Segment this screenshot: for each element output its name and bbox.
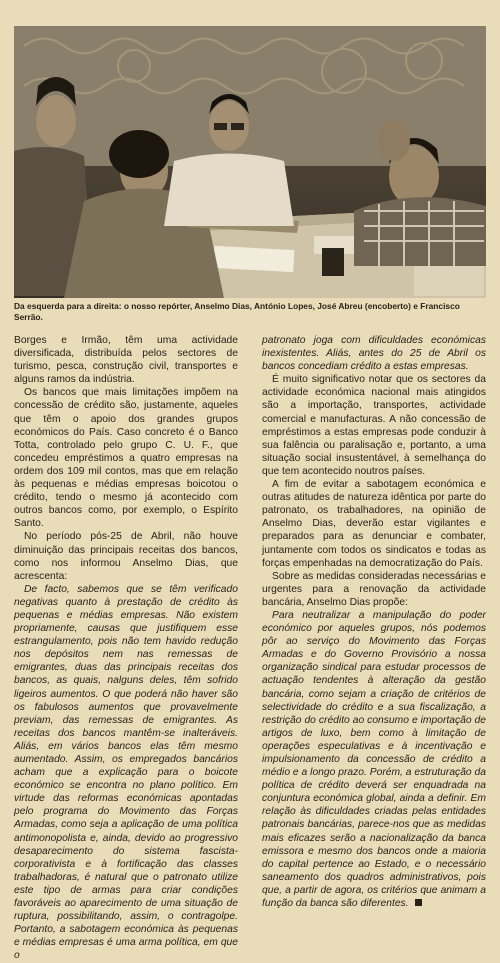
end-of-article-mark (415, 899, 422, 906)
paragraph: A fim de evitar a sabotagem económica e outras atitudes de natureza idêntica por parte do patronato, os trabalhadores, na opinião de Anselmo Dias, deverão estar vigilantes e preparados para as denunciar e combater, juntamente com todos os sindicatos e todas as forças empenhadas na democratização do País. (262, 479, 486, 569)
article-column-right (262, 334, 486, 910)
article-column-left (14, 334, 238, 963)
photograph-of-five-men-at-table-icon (14, 26, 486, 298)
photo-caption: Da esquerda para a direita: o nosso repórter, Anselmo Dias, António Lopes, José Abreu (encoberto) e Francisco Serrão. (14, 301, 460, 322)
photograph (14, 26, 486, 298)
paragraph: Borges e Irmão, têm uma actividade diversificada, distribuída pelos sectores de turismo, pesca, construção civil, transportes e alguns ramos da indústria. (14, 335, 238, 386)
paragraph: Os bancos que mais limitações impõem na concessão de crédito são, justamente, aqueles que têm o apoio dos grandes grupos económicos do País. Caso concreto é o Banco Totta, controlado pelo grupo C. U. F., que concedeu empréstimos a quatro empresas na ordem dos 109 mil contos, mas que em relação às pequenas e médias empresas boicotou o crédito, tendo o mesmo já acontecido com outros bancos como, por exemplo, o Espírito Santo. (14, 387, 238, 530)
quote-paragraph (262, 609, 486, 910)
quote-text: Para neutralizar a manipulação do poder económico por aqueles grupos, nós podemos pôr ao serviço do Movimento das Forças Armadas e do Governo Provisório a nossa organização sindical para estudar processos de actuação tendentes à alteração da gestão bancária, como sejam a criação de critérios de selectividade do crédito e a sua fiscalização, a restrição do crédito ao consumo e importação de artigos de luxo, bem como à limitação de operações especulativas e à incentivação e impulsionamento da concessão de crédito a médio e a longo prazo. Porém, a estruturação da política de crédito deverá ser enquadrada na conjuntura económica global, ainda a definir. Em relação às dificuldades criadas pelas entidades patronais bancárias, parece-nos que as medidas mais eficazes serão a nacionalização da banca emissora e mesmo dos bancos onde a maioria do capital pertence ao Estado, e o necessário saneamento dos quadros administrativos, pois que, a partir de agora, os critérios que animam a função da banca são diferentes. (262, 609, 486, 910)
paragraph: No período pós-25 de Abril, não houve diminuição das principais receitas dos bancos, como nos informou Anselmo Dias, que acrescenta: (14, 531, 238, 582)
paragraph: É muito significativo notar que os sectores da actividade económica nacional mais atingidos são a importação, transportes, actividade comercial e manufacturas. A não concessão de empréstimos a estas empresas pode conduzir à sua falência ou paralisação e, portanto, a uma situação social insustentável, à semelhança do que tem acontecido noutros países. (262, 374, 486, 477)
quote-paragraph: patronato joga com dificuldades económicas inexistentes. Aliás, antes do 25 de Abril os bancos concediam crédito a estas empresas. (262, 335, 486, 373)
quote-paragraph: De facto, sabemos que se têm verificado negativas quanto à prestação de crédito às pequenas e médias empresas. Não existem propriamente, causas que justifiquem esse estrangulamento, pois não tem havido redução nos depósitos nem nas remessas de emigrantes, duas das principais receitas dos bancos, as quais, nalguns deles, têm sofrido ligeiros aumentos. O que poderá não haver são os fabulosos aumentos que provavelmente previam, das remessas de emigrantes. As receitas dos bancos mantêm-se inalteráveis. Aliás, em vários bancos elas têm mesmo aumentado. Assim, os empregados bancários acham que a explicação para o boicote económico se encontra no plano político. Em virtude das reformas económicas apontadas pelo programa do Movimento das Forças Armadas, como seja a aplicação de uma política antimonopolista e, ainda, devido ao progressivo desaparecimento do sistema fascista-corporativista e à fortificação das classes trabalhadoras, é natural que o patronato utilize este tipo de armas para criar condições favoráveis ao aparecimento de uma situação de ruptura, possibilitando, assim, o contragolpe. Portanto, a sabotagem económica às pequenas e médias empresas é uma arma política, em que o (14, 583, 238, 962)
paragraph: Sobre as medidas consideradas necessárias e urgentes para a renovação da actividade bancária, Anselmo Dias propõe: (262, 570, 486, 608)
